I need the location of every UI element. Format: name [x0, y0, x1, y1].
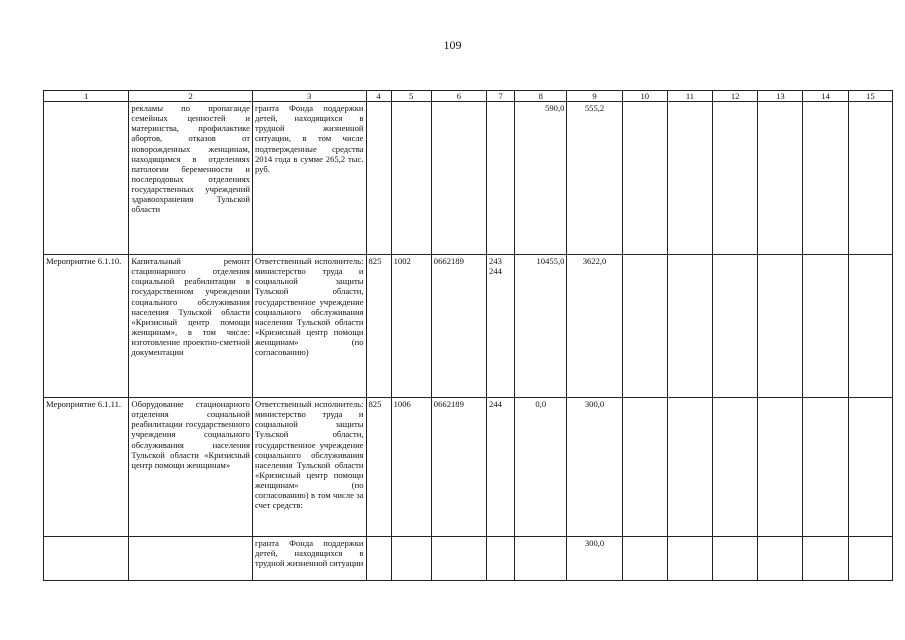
event-id-cell: Мероприятие 6.1.10.: [44, 255, 129, 398]
table-cell: [431, 102, 486, 255]
table-cell: [622, 537, 667, 581]
amount-cell: [515, 537, 567, 581]
header-cell: 6: [431, 91, 486, 102]
executor-cell: Ответственный исполнитель: министерство труда и социальной защиты Тульской области, государственное учреждение социального обслуживания населения Тульской области «Кризисный центр помощи женщинам» (по согласованию): [252, 255, 366, 398]
amount-cell: 3622,0: [567, 255, 622, 398]
table-row: [44, 102, 893, 255]
table-cell: [848, 537, 892, 581]
table-cell: 244: [487, 398, 515, 537]
table-cell: [366, 102, 391, 255]
table-cell: [391, 537, 431, 581]
table-cell: [758, 102, 803, 255]
event-id-cell: [44, 102, 129, 255]
event-description-cell: рекламы по пропаганде семейных ценностей и материнства, профилактике абортов, отказов от новорожденных женщинам, находящимся в отделениях патологии беременности и послеродовых отделениях государственных учреждений здравоохранения Тульской области: [129, 102, 253, 255]
event-description-cell: Оборудование стационарного отделения социальной реабилитации государственного учреждения социального обслуживания населения Тульской области «Кризисный центр помощи женщинам»: [129, 398, 253, 537]
header-row: [44, 91, 893, 102]
table-cell: [667, 398, 712, 537]
amount-cell: 300,0: [567, 537, 622, 581]
table-cell: 0662189: [431, 255, 486, 398]
header-cell: 5: [391, 91, 431, 102]
table-cell: [667, 102, 712, 255]
table-cell: [391, 102, 431, 255]
budget-table: [43, 90, 893, 581]
table-cell: [803, 537, 848, 581]
executor-cell: гранта Фонда поддержки детей, находящихся в трудной жизненной ситуации, в том числе подтвержденные средства 2014 года в сумме 265,2 тыс. руб.: [252, 102, 366, 255]
table-cell: [758, 398, 803, 537]
table-row: [44, 537, 893, 581]
table-cell: [803, 398, 848, 537]
table-cell: [713, 537, 758, 581]
table-cell: [848, 255, 892, 398]
header-cell: 13: [758, 91, 803, 102]
page-number: 109: [443, 38, 462, 52]
amount-cell: 0,0: [515, 398, 567, 537]
header-cell: 12: [713, 91, 758, 102]
table-cell: [667, 537, 712, 581]
table-row: [44, 255, 893, 398]
header-cell: 14: [803, 91, 848, 102]
table-cell: [848, 398, 892, 537]
event-id-cell: Мероприятие 6.1.11.: [44, 398, 129, 537]
table-cell: [713, 398, 758, 537]
header-cell: 1: [44, 91, 129, 102]
table-cell: 825: [366, 398, 391, 537]
event-description-cell: [129, 537, 253, 581]
table-cell: [803, 255, 848, 398]
event-id-cell: [44, 537, 129, 581]
amount-cell: 555,2: [567, 102, 622, 255]
header-cell: 7: [487, 91, 515, 102]
header-cell: 11: [667, 91, 712, 102]
table-cell: [713, 255, 758, 398]
table-cell: 0662189: [431, 398, 486, 537]
table-cell: [622, 398, 667, 537]
table-cell: [431, 537, 486, 581]
header-cell: 8: [515, 91, 567, 102]
table-cell: [487, 537, 515, 581]
table-cell: [758, 537, 803, 581]
table-cell: [667, 255, 712, 398]
table-cell: 243 244: [487, 255, 515, 398]
amount-cell: 10455,0: [515, 255, 567, 398]
amount-cell: 590,0: [515, 102, 567, 255]
table-cell: [713, 102, 758, 255]
header-cell: 15: [848, 91, 892, 102]
header-cell: 10: [622, 91, 667, 102]
table-cell: [803, 102, 848, 255]
table-cell: [758, 255, 803, 398]
table-cell: 1002: [391, 255, 431, 398]
table-cell: 1006: [391, 398, 431, 537]
header-cell: 4: [366, 91, 391, 102]
table-cell: 825: [366, 255, 391, 398]
header-cell: 9: [567, 91, 622, 102]
event-description-cell: Капитальный ремонт стационарного отделения социальной реабилитации в государственном учреждении социального обслуживания населения Тульской области «Кризисный центр помощи женщинам», в том числе: изготовление проектно-сметной документации: [129, 255, 253, 398]
table-cell: [848, 102, 892, 255]
amount-cell: 300,0: [567, 398, 622, 537]
header-cell: 2: [129, 91, 253, 102]
table-cell: [487, 102, 515, 255]
table-cell: [622, 255, 667, 398]
executor-cell: гранта Фонда поддержки детей, находящихся в трудной жизненной ситуации: [252, 537, 366, 581]
table-cell: [622, 102, 667, 255]
table-cell: [366, 537, 391, 581]
executor-cell: Ответственный исполнитель: министерство труда и социальной защиты Тульской области, государственное учреждение социального обслуживания населения Тульской области «Кризисный центр помощи женщинам» (по согласованию) в том числе за счет средств:: [252, 398, 366, 537]
header-cell: 3: [252, 91, 366, 102]
table-row: [44, 398, 893, 537]
